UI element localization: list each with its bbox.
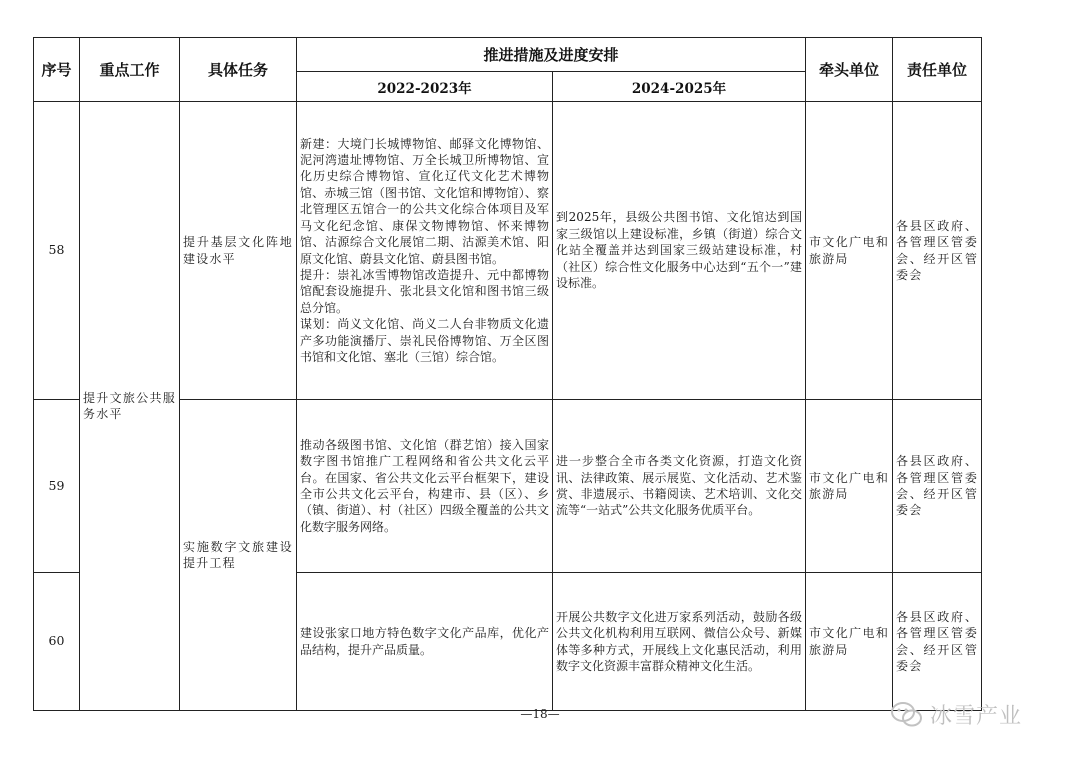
measure-2024-text: 到2025年，县级公共图书馆、文化馆达到国家三级馆以上建设标准，乡镇（街道）综合文化站全覆盖并达到国家三级站建设标准，村（社区）综合性文化服务中心达到“五个一”建设标准。 — [556, 210, 803, 291]
task-text: 实施数字文旅建设提升工程 — [183, 539, 293, 570]
task-text: 提升基层文化阵地建设水平 — [183, 235, 293, 266]
header-key-work: 重点工作 — [80, 38, 180, 102]
lead-unit-text: 市文化广电和旅游局 — [809, 626, 890, 657]
resp-unit-text: 各县区政府、各管理区管委会、经开区管委会 — [896, 218, 979, 282]
measure-2022-cell — [297, 102, 553, 400]
row-seq: 59 — [34, 400, 80, 573]
row-seq: 58 — [34, 102, 80, 400]
measure-2022-cell — [297, 573, 553, 711]
wechat-icon — [890, 701, 924, 729]
measure-2022-text: 推动各级图书馆、文化馆（群艺馆）接入国家数字图书馆推广工程网络和省公共文化云平台。在国家、省公共文化云平台框架下，建设全市公共文化云平台，构建市、县（区）、乡（镇、街道）、村（社区）四级全覆盖的公共文化数字服务网络。 — [300, 437, 549, 534]
plan-table — [33, 37, 982, 711]
measure-2022-text: 建设张家口地方特色数字文化产品库，优化产品结构，提升产品质量。 — [300, 626, 549, 657]
header-lead-unit: 牵头单位 — [806, 38, 893, 102]
key-work-text: 提升文旅公共服务水平 — [83, 390, 176, 421]
header-seq: 序号 — [34, 38, 80, 102]
measure-2024-cell — [553, 400, 806, 573]
header-task: 具体任务 — [180, 38, 297, 102]
task-cell — [180, 400, 297, 711]
resp-unit-cell — [893, 573, 982, 711]
measure-2024-text: 开展公共数字文化进万家系列活动，鼓励各级公共文化机构利用互联网、微信公众号、新媒体等多种方式，开展线上文化惠民活动，利用数字文化资源丰富群众精神文化生活。 — [556, 609, 803, 673]
header-period-2022-2023: 2022-2023年 — [297, 72, 553, 102]
page-number: —18— — [520, 707, 560, 721]
resp-unit-text: 各县区政府、各管理区管委会、经开区管委会 — [896, 454, 979, 518]
watermark — [890, 699, 1022, 730]
measure-2022-cell — [297, 400, 553, 573]
resp-unit-text: 各县区政府、各管理区管委会、经开区管委会 — [896, 609, 979, 673]
task-cell — [180, 102, 297, 400]
measure-2024-cell — [553, 573, 806, 711]
watermark-text: 冰雪产业 — [930, 704, 1023, 729]
resp-unit-cell — [893, 102, 982, 400]
measure-2024-cell — [553, 102, 806, 400]
lead-unit-cell — [806, 102, 893, 400]
lead-unit-cell — [806, 400, 893, 573]
header-resp-unit: 责任单位 — [893, 38, 982, 102]
row-seq: 60 — [34, 573, 80, 711]
resp-unit-cell — [893, 400, 982, 573]
header-measures: 推进措施及进度安排 — [297, 38, 806, 72]
measure-2024-text: 进一步整合全市各类文化资源，打造文化资讯、法律政策、展示展览、文化活动、艺术鉴赏、非遗展示、书籍阅读、艺术培训、文化交流等“一站式”公共文化服务优质平台。 — [556, 454, 803, 518]
lead-unit-text: 市文化广电和旅游局 — [809, 235, 890, 266]
table-row — [34, 102, 982, 400]
header-period-2024-2025: 2024-2025年 — [553, 72, 806, 102]
lead-unit-cell — [806, 573, 893, 711]
lead-unit-text: 市文化广电和旅游局 — [809, 470, 890, 501]
key-work-cell — [80, 102, 180, 711]
measure-2022-text: 新建：大境门长城博物馆、邮驿文化博物馆、泥河湾遗址博物馆、万全长城卫所博物馆、宣化历史综合博物馆、宣化辽代文化艺术博物馆、赤城三馆（图书馆、文化馆和博物馆）、察北管理区五馆合一的公共文化综合体项目及军马文化纪念馆、康保文物博物馆、怀来博物馆、沽源综合文化展馆二期、沽源美术馆、阳原文化馆、蔚县文化馆、蔚县图书馆。 提升：崇礼冰雪博物馆改造提升、元中都博物馆配套设施提升、张北县文化馆和图书馆三级总分馆。 谋划：尚义文化馆、尚义二人台非物质文化遗产多功能演播厅、崇礼民俗博物馆、万全区图书馆和文化馆、塞北（三馆）综合馆。 — [300, 136, 549, 364]
